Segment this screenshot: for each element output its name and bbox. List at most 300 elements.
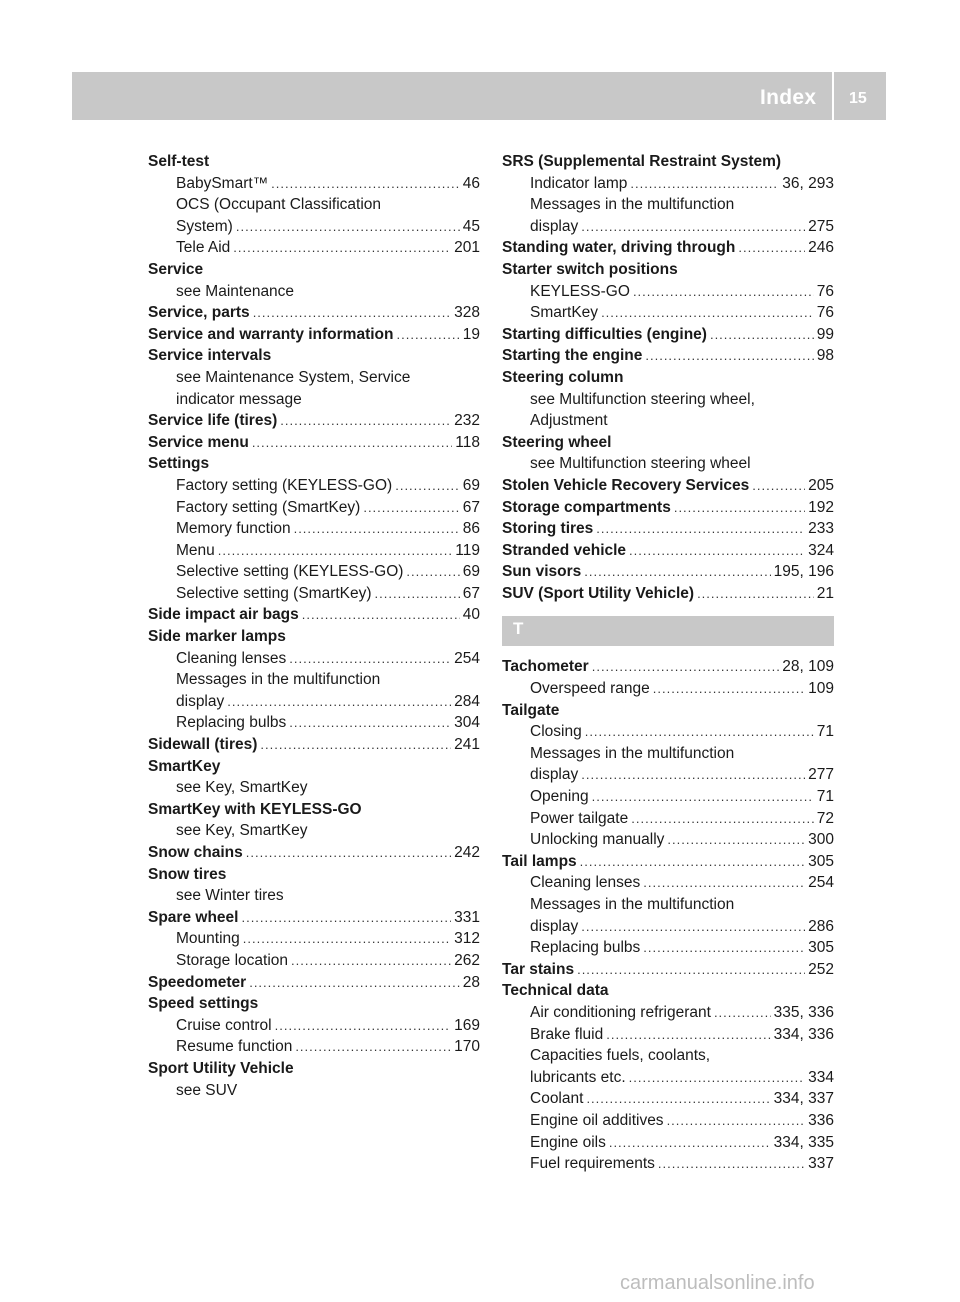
page-reference: 46: [462, 174, 480, 192]
leader-dots: [710, 324, 814, 346]
index-subentry: [502, 937, 834, 959]
page-reference: 241: [454, 736, 480, 754]
entry-label: Selective setting (KEYLESS-GO): [176, 563, 404, 581]
entry-label: Service, parts: [148, 304, 250, 322]
index-entry: [502, 980, 834, 1002]
index-subentry: [148, 389, 480, 411]
entry-label: Service intervals: [148, 347, 272, 365]
leader-dots: [395, 475, 460, 497]
page-reference: 284: [454, 692, 480, 710]
leader-dots: [289, 712, 451, 734]
entry-label: Indicator lamp: [530, 174, 628, 192]
index-subentry: [502, 1024, 834, 1046]
index-entry: [502, 237, 834, 259]
entry-label: Snow tires: [148, 865, 227, 883]
page-reference: 99: [816, 325, 834, 343]
page-reference: 324: [808, 541, 834, 559]
page-reference: 205: [808, 476, 834, 494]
leader-dots: [397, 324, 460, 346]
page-reference: 28, 109: [782, 658, 834, 676]
entry-label: see Maintenance: [176, 282, 295, 300]
entry-label: Cleaning lenses: [530, 874, 641, 892]
page-reference: 254: [454, 649, 480, 667]
index-subentry: [148, 712, 480, 734]
page-reference: 277: [808, 766, 834, 784]
index-subentry: [502, 1067, 834, 1089]
leader-dots: [596, 518, 805, 540]
leader-dots: [227, 691, 451, 713]
index-subentry: [148, 540, 480, 562]
index-column-right: [502, 151, 834, 1175]
index-entry: [502, 583, 834, 605]
index-entry: [502, 497, 834, 519]
page-reference: 262: [454, 951, 480, 969]
leader-dots: [363, 497, 459, 519]
leader-dots: [260, 734, 451, 756]
leader-dots: [674, 497, 805, 519]
page-reference: 242: [454, 844, 480, 861]
entry-label: Starting difficulties (engine): [502, 325, 707, 343]
leader-dots: [653, 678, 805, 700]
leader-dots: [631, 808, 814, 830]
leader-dots: [592, 656, 780, 678]
leader-dots: [218, 540, 453, 562]
entry-label: Brake fluid: [530, 1025, 604, 1043]
entry-label: Stranded vehicle: [502, 541, 627, 559]
entry-label: Service and warranty information: [148, 325, 394, 343]
entry-label: Stolen Vehicle Recovery Services: [502, 476, 750, 494]
entry-label: display: [530, 766, 579, 784]
leader-dots: [289, 648, 451, 670]
index-subentry: [502, 216, 834, 238]
leader-dots: [738, 237, 805, 259]
index-entry: [502, 367, 834, 389]
page-reference: 305: [808, 939, 834, 957]
index-entry: [502, 851, 834, 873]
entry-label: BabySmart™: [176, 174, 269, 192]
entry-label: Messages in the multifunction: [530, 744, 735, 762]
page-reference: 336: [808, 1111, 834, 1129]
index-subentry: [502, 786, 834, 808]
index-subentry: [148, 669, 480, 691]
entry-label: lubricants etc.: [530, 1068, 626, 1086]
index-entry: [502, 324, 834, 346]
index-subentry: [502, 764, 834, 786]
leader-dots: [667, 829, 805, 851]
entry-label: Closing: [530, 723, 582, 741]
index-entry: [148, 345, 480, 367]
entry-label: SmartKey: [530, 304, 599, 322]
index-entry: [148, 993, 480, 1015]
page-reference: 305: [808, 852, 834, 870]
index-subentry: [148, 1015, 480, 1037]
page-reference: 232: [454, 412, 480, 430]
entry-label: display: [530, 217, 579, 235]
index-entry: [148, 151, 480, 173]
index-list-t: [502, 656, 834, 1174]
index-entry: [502, 700, 834, 722]
page-reference: 71: [816, 723, 834, 741]
leader-dots: [585, 721, 814, 743]
leader-dots: [584, 561, 770, 583]
page-reference: 192: [808, 498, 834, 516]
index-subentry: [148, 777, 480, 799]
index-entry: [148, 864, 480, 886]
section-letter: T: [513, 619, 524, 639]
index-subentry: [148, 561, 480, 583]
entry-label: Storing tires: [502, 520, 594, 538]
leader-dots: [643, 937, 805, 959]
leader-dots: [643, 872, 805, 894]
leader-dots: [275, 1015, 452, 1037]
entry-label: Factory setting (SmartKey): [176, 498, 361, 516]
entry-label: Tail lamps: [502, 852, 577, 870]
leader-dots: [633, 281, 814, 303]
page-reference: 169: [454, 1016, 480, 1034]
index-entry: [148, 432, 480, 454]
index-entry: [502, 656, 834, 678]
entry-label: Tachometer: [502, 658, 589, 676]
index-entry: [148, 756, 480, 778]
entry-label: Service life (tires): [148, 412, 278, 430]
index-subentry: [148, 475, 480, 497]
index-entry: [502, 540, 834, 562]
index-entry: [148, 324, 480, 346]
entry-label: Side marker lamps: [148, 628, 286, 646]
page-reference: 334: [808, 1068, 834, 1086]
index-subentry: [502, 410, 834, 432]
entry-label: see Multifunction steering wheel,: [530, 390, 755, 408]
page-reference: 335, 336: [773, 1003, 834, 1021]
entry-label: KEYLESS-GO: [530, 282, 630, 300]
page-reference: 72: [816, 809, 834, 827]
entry-label: Snow chains: [148, 844, 243, 861]
leader-dots: [291, 950, 451, 972]
index-subentry: [148, 497, 480, 519]
page-reference: 71: [816, 788, 834, 806]
index-subentry: [502, 743, 834, 765]
entry-label: Cleaning lenses: [176, 649, 287, 667]
leader-dots: [375, 583, 460, 605]
index-entry: [502, 475, 834, 497]
index-subentry: [502, 1002, 834, 1024]
entry-label: Resume function: [176, 1038, 293, 1056]
page-reference: 300: [808, 831, 834, 849]
entry-label: SmartKey: [148, 757, 221, 775]
page-reference: 109: [808, 680, 834, 698]
leader-dots: [581, 216, 805, 238]
index-entry: [148, 302, 480, 324]
page-title: Index: [760, 86, 817, 109]
page-reference: 76: [816, 282, 834, 300]
page-reference: 337: [808, 1155, 834, 1173]
entry-label: indicator message: [176, 390, 302, 408]
index-entry: [502, 959, 834, 981]
leader-dots: [406, 561, 459, 583]
entry-label: see Key, SmartKey: [176, 822, 308, 840]
index-subentry: [148, 367, 480, 389]
index-entry: [502, 259, 834, 281]
index-subentry: [148, 885, 480, 907]
leader-dots: [586, 1088, 770, 1110]
page-reference: 36, 293: [782, 174, 834, 192]
index-subentry: [502, 1132, 834, 1154]
index-entry: [148, 626, 480, 648]
index-subentry: [502, 1045, 834, 1067]
index-entry: [148, 453, 480, 475]
leader-dots: [609, 1132, 771, 1154]
entry-label: Storage compartments: [502, 498, 671, 516]
page-reference: 233: [808, 520, 834, 538]
page-reference: 21: [816, 584, 834, 602]
index-subentry: [148, 691, 480, 713]
entry-label: Settings: [148, 455, 210, 473]
leader-dots: [252, 432, 452, 454]
header-divider: [832, 72, 834, 120]
entry-label: Engine oil additives: [530, 1111, 664, 1129]
leader-dots: [241, 907, 451, 929]
leader-dots: [592, 786, 814, 808]
index-subentry: [148, 583, 480, 605]
index-entry: [148, 604, 480, 626]
entry-label: Air conditioning refrigerant: [530, 1003, 711, 1021]
entry-label: Self-test: [148, 153, 210, 170]
entry-label: display: [530, 917, 579, 935]
leader-dots: [295, 1036, 451, 1058]
entry-label: Storage location: [176, 951, 289, 969]
leader-dots: [658, 1153, 805, 1175]
entry-label: Menu: [176, 541, 215, 559]
entry-label: Service menu: [148, 433, 249, 451]
page-reference: 201: [454, 239, 480, 257]
index-subentry: [502, 194, 834, 216]
page-reference: 45: [462, 217, 480, 235]
entry-label: Technical data: [502, 982, 609, 1000]
leader-dots: [697, 583, 814, 605]
entry-label: Engine oils: [530, 1133, 606, 1151]
entry-label: see Multifunction steering wheel: [530, 455, 751, 473]
entry-label: Sport Utility Vehicle: [148, 1059, 294, 1077]
entry-label: System): [176, 217, 233, 235]
entry-label: Steering column: [502, 368, 624, 386]
entry-label: Starting the engine: [502, 347, 643, 365]
index-entry: [148, 842, 480, 864]
index-entry: [148, 972, 480, 994]
leader-dots: [645, 345, 813, 367]
leader-dots: [581, 764, 805, 786]
index-subentry: [502, 808, 834, 830]
entry-label: Memory function: [176, 520, 291, 538]
index-subentry: [148, 1080, 480, 1102]
index-subentry: [502, 894, 834, 916]
entry-label: Tar stains: [502, 960, 575, 978]
page-reference: 195, 196: [773, 563, 834, 581]
index-subentry: [148, 518, 480, 540]
entry-label: Selective setting (SmartKey): [176, 584, 372, 602]
entry-label: Mounting: [176, 930, 240, 948]
entry-label: SmartKey with KEYLESS-GO: [148, 800, 362, 818]
entry-label: Replacing bulbs: [176, 714, 287, 732]
index-entry: [148, 734, 480, 756]
leader-dots: [601, 302, 814, 324]
leader-dots: [581, 916, 805, 938]
index-subentry: [502, 721, 834, 743]
entry-label: see Maintenance System, Service: [176, 368, 411, 386]
leader-dots: [253, 302, 451, 324]
leader-dots: [246, 842, 451, 864]
index-subentry: [502, 678, 834, 700]
page-reference: 170: [454, 1038, 480, 1056]
watermark: carmanualsonline.info: [620, 1272, 815, 1294]
index-subentry: [148, 237, 480, 259]
entry-label: SRS (Supplemental Restraint System): [502, 153, 782, 170]
entry-label: Fuel requirements: [530, 1155, 655, 1173]
entry-label: Adjustment: [530, 412, 608, 430]
index-entry: [148, 907, 480, 929]
index-list-s-part1: [148, 151, 480, 1101]
leader-dots: [580, 851, 805, 873]
page-reference: 19: [462, 325, 480, 343]
index-subentry: [502, 916, 834, 938]
page-reference: 98: [816, 347, 834, 365]
index-subentry: [148, 950, 480, 972]
page-reference: 334, 335: [773, 1133, 834, 1151]
entry-label: Service: [148, 260, 204, 278]
entry-label: Replacing bulbs: [530, 939, 641, 957]
leader-dots: [249, 972, 460, 994]
leader-dots: [577, 959, 805, 981]
leader-dots: [236, 216, 460, 238]
page-reference: 331: [454, 908, 480, 926]
leader-dots: [606, 1024, 770, 1046]
index-entry: [148, 1058, 480, 1080]
entry-label: Coolant: [530, 1090, 584, 1108]
leader-dots: [629, 540, 805, 562]
entry-label: Tele Aid: [176, 239, 231, 257]
index-subentry: [148, 1036, 480, 1058]
index-subentry: [502, 281, 834, 303]
index-entry: [502, 432, 834, 454]
entry-label: Speed settings: [148, 995, 259, 1013]
page-reference: 254: [808, 874, 834, 892]
leader-dots: [629, 1067, 805, 1089]
leader-dots: [714, 1002, 771, 1024]
index-entry: [502, 561, 834, 583]
index-subentry: [502, 1088, 834, 1110]
index-subentry: [502, 173, 834, 195]
entry-label: Side impact air bags: [148, 606, 299, 624]
entry-label: Standing water, driving through: [502, 239, 736, 257]
page-reference: 119: [455, 541, 480, 559]
page-reference: 304: [454, 714, 480, 732]
index-subentry: [502, 389, 834, 411]
index-subentry: [148, 928, 480, 950]
page-reference: 312: [454, 930, 480, 948]
entry-label: see SUV: [176, 1081, 238, 1099]
page-reference: 246: [808, 239, 834, 257]
page-reference: 28: [462, 973, 480, 991]
entry-label: SUV (Sport Utility Vehicle): [502, 584, 695, 602]
page-reference: 328: [454, 304, 480, 322]
entry-label: see Winter tires: [176, 887, 284, 905]
entry-label: Spare wheel: [148, 908, 239, 926]
entry-label: Starter switch positions: [502, 260, 678, 278]
entry-label: OCS (Occupant Classification: [176, 196, 382, 214]
page-reference: 275: [808, 217, 834, 235]
leader-dots: [280, 410, 451, 432]
entry-label: see Key, SmartKey: [176, 779, 308, 797]
index-subentry: [148, 194, 480, 216]
leader-dots: [294, 518, 460, 540]
entry-label: Messages in the multifunction: [530, 196, 735, 214]
entry-label: Messages in the multifunction: [530, 896, 735, 913]
index-entry: [148, 410, 480, 432]
index-subentry: [502, 453, 834, 475]
index-subentry: [148, 820, 480, 842]
page-reference: 67: [462, 498, 480, 516]
page-reference: 69: [462, 476, 480, 494]
index-subentry: [148, 216, 480, 238]
index-subentry: [502, 829, 834, 851]
page-reference: 69: [462, 563, 480, 581]
page-number: 15: [849, 90, 867, 107]
entry-label: Sidewall (tires): [148, 736, 258, 754]
entry-label: Cruise control: [176, 1016, 272, 1034]
index-list-s-part2: [502, 151, 834, 604]
index-subentry: [148, 648, 480, 670]
leader-dots: [667, 1110, 806, 1132]
index-entry: [148, 799, 480, 821]
leader-dots: [243, 928, 451, 950]
index-subentry: [502, 1110, 834, 1132]
leader-dots: [271, 173, 460, 195]
entry-label: Speedometer: [148, 973, 247, 991]
page-reference: 67: [462, 584, 480, 602]
index-subentry: [502, 872, 834, 894]
entry-label: Power tailgate: [530, 809, 629, 827]
entry-label: Unlocking manually: [530, 831, 665, 849]
leader-dots: [630, 173, 779, 195]
index-entry: [502, 518, 834, 540]
index-subentry: [148, 173, 480, 195]
page-reference: 76: [816, 304, 834, 322]
entry-label: Capacities fuels, coolants,: [530, 1047, 711, 1065]
page-reference: 286: [808, 917, 834, 935]
leader-dots: [233, 237, 451, 259]
page-reference: 40: [462, 606, 480, 624]
entry-label: display: [176, 692, 225, 710]
index-entry: [502, 345, 834, 367]
page-reference: 86: [462, 520, 480, 538]
entry-label: Opening: [530, 788, 589, 806]
index-subentry: [502, 1153, 834, 1175]
entry-label: Messages in the multifunction: [176, 671, 381, 689]
page-reference: 118: [455, 433, 480, 451]
page-reference: 252: [808, 960, 834, 978]
page-reference: 334, 336: [773, 1025, 834, 1043]
index-entry: [148, 259, 480, 281]
entry-label: Sun visors: [502, 563, 582, 581]
index-column-left: [148, 151, 480, 1101]
entry-label: Steering wheel: [502, 433, 612, 451]
index-subentry: [502, 302, 834, 324]
index-entry: [502, 151, 834, 173]
entry-label: Factory setting (KEYLESS-GO): [176, 476, 393, 494]
leader-dots: [752, 475, 805, 497]
leader-dots: [302, 604, 460, 626]
entry-label: Tailgate: [502, 701, 560, 719]
section-letter-bar: [502, 616, 834, 646]
